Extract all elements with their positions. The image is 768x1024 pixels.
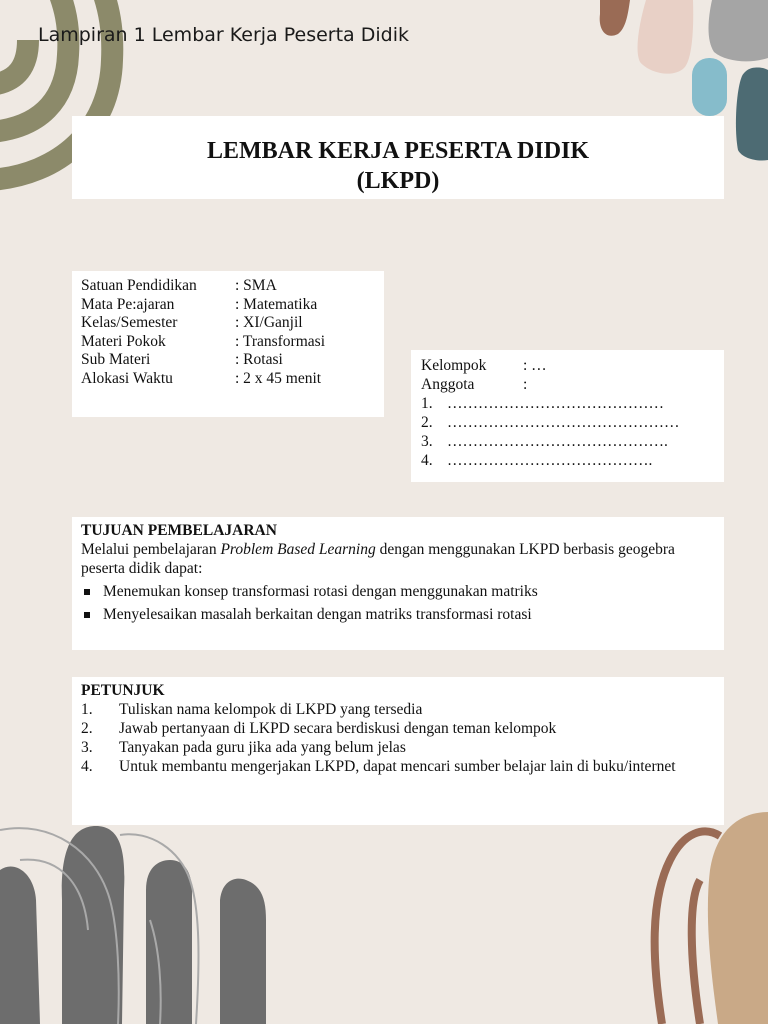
gray-blob-decoration	[709, 0, 768, 61]
member-row	[421, 432, 680, 451]
petunjuk-text: Tuliskan nama kelompok di LKPD yang tersedia	[119, 701, 423, 718]
petunjuk-box	[72, 677, 724, 825]
petunjuk-number: 1.	[81, 701, 93, 718]
header-note: Lampiran 1 Lembar Kerja Peserta Didik	[38, 24, 409, 46]
group-fields	[421, 356, 680, 470]
member-dots: ……………………………………	[447, 395, 664, 412]
anggota-value: :	[523, 376, 528, 393]
member-row	[421, 413, 680, 432]
info-value: : Rotasi	[235, 351, 283, 369]
anggota-row	[421, 375, 680, 394]
info-row	[81, 277, 325, 296]
member-dots: …………………………………….	[447, 433, 668, 450]
tujuan-intro-model: Problem Based Learning	[220, 541, 376, 558]
square-bullet-icon	[84, 589, 90, 595]
pink-blob-decoration	[638, 0, 694, 74]
tan-blob-decoration	[708, 812, 768, 1024]
info-value: : XI/Ganjil	[235, 314, 303, 332]
info-label: Satuan Pendidikan	[81, 277, 197, 294]
page-subtitle: (LKPD)	[356, 168, 440, 194]
tujuan-intro	[81, 540, 711, 578]
kelompok-row	[421, 356, 680, 375]
petunjuk-text: Tanyakan pada guru jika ada yang belum jelas	[119, 739, 406, 756]
member-dots: ………………………………………	[447, 414, 680, 431]
tujuan-heading: TUJUAN PEMBELAJARAN	[81, 522, 277, 539]
kelompok-label: Kelompok	[421, 357, 487, 374]
info-row	[81, 351, 325, 370]
member-row	[421, 394, 680, 413]
tujuan-box	[72, 517, 724, 650]
info-box	[72, 271, 384, 417]
info-table	[81, 277, 325, 389]
petunjuk-text: Jawab pertanyaan di LKPD secara berdiskusi dengan teman kelompok	[119, 720, 557, 737]
info-value: : SMA	[235, 277, 277, 294]
tujuan-content	[81, 521, 711, 624]
brown-blob-decoration	[600, 0, 630, 36]
member-number: 4.	[421, 452, 433, 469]
info-value: : Transformasi	[235, 332, 325, 350]
info-label: Kelas/Semester	[81, 314, 178, 332]
tujuan-bullet	[81, 582, 711, 601]
petunjuk-item	[81, 700, 711, 719]
petunjuk-item	[81, 738, 711, 757]
info-row	[81, 333, 325, 352]
member-number: 2.	[421, 414, 433, 431]
light-blue-blob-decoration	[692, 58, 727, 116]
tujuan-bullet-text: Menyelesaikan masalah berkaitan dengan matriks transformasi rotasi	[103, 606, 532, 623]
petunjuk-item	[81, 757, 711, 776]
petunjuk-item	[81, 719, 711, 738]
title-box	[72, 116, 724, 199]
petunjuk-content	[81, 681, 711, 776]
info-row	[81, 314, 325, 333]
page-title: LEMBAR KERJA PESERTA DIDIK	[206, 138, 590, 164]
info-label: Alokasi Waktu	[81, 369, 173, 387]
info-row	[81, 370, 325, 389]
info-row	[81, 296, 325, 315]
group-box	[411, 350, 724, 482]
tujuan-bullet	[81, 605, 711, 624]
teal-blob-decoration	[736, 67, 768, 160]
info-label: Sub Materi	[81, 351, 151, 369]
info-label: Materi Pokok	[81, 332, 166, 350]
anggota-label: Anggota	[421, 376, 475, 393]
petunjuk-text: Untuk membantu mengerjakan LKPD, dapat mencari sumber belajar lain di buku/internet	[119, 758, 676, 775]
tujuan-intro-start: Melalui pembelajaran	[81, 541, 221, 558]
member-row	[421, 451, 680, 470]
member-number: 1.	[421, 395, 433, 412]
tujuan-intro-end: dengan menggunakan LKPD berbasis geogebra peserta didik dapat:	[81, 541, 675, 577]
petunjuk-number: 2.	[81, 720, 93, 737]
info-value: : Matematika	[235, 295, 318, 313]
info-value: : 2 x 45 menit	[235, 369, 322, 387]
gray-fingers-decoration	[0, 826, 266, 1024]
tujuan-bullet-text: Menemukan konsep transformasi rotasi dengan menggunakan matriks	[103, 583, 538, 600]
kelompok-value: : …	[523, 357, 547, 374]
square-bullet-icon	[84, 612, 90, 618]
petunjuk-heading: PETUNJUK	[81, 682, 165, 699]
petunjuk-number: 3.	[81, 739, 93, 756]
info-label: Mata Pe:ajaran	[81, 295, 175, 313]
member-dots: ………………………………….	[447, 452, 653, 469]
petunjuk-number: 4.	[81, 758, 93, 775]
member-number: 3.	[421, 433, 433, 450]
